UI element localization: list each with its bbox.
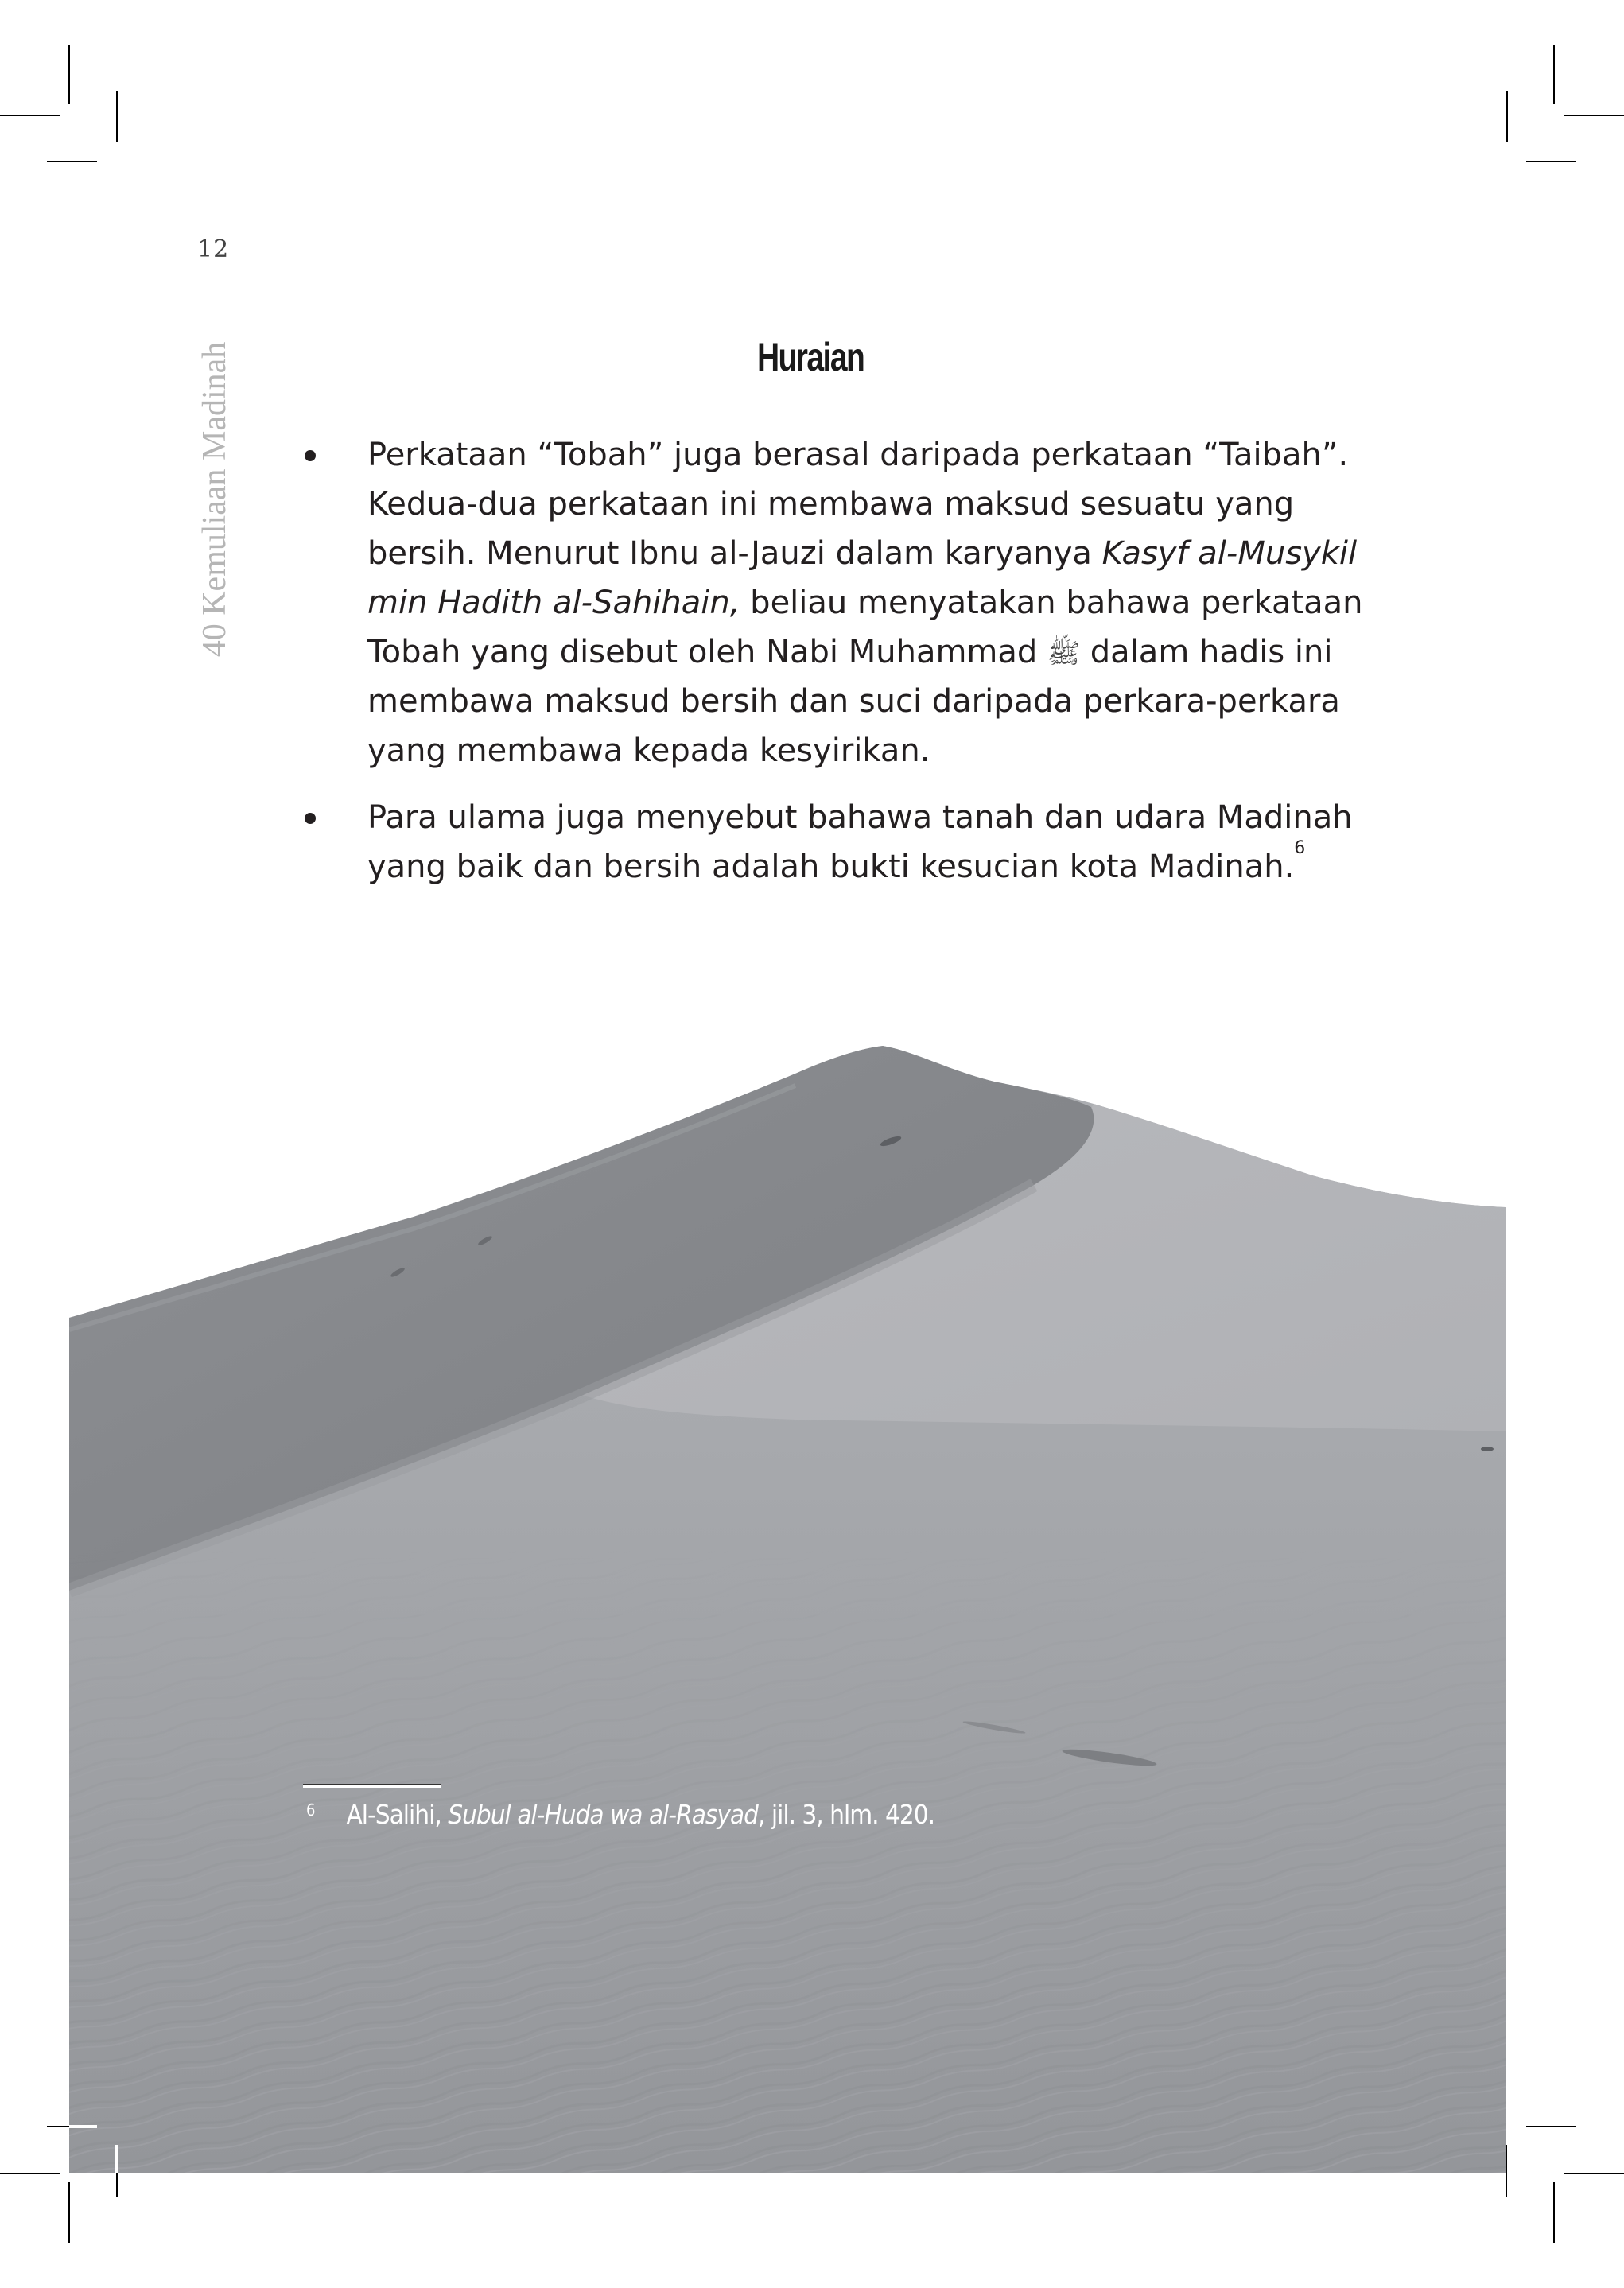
crop-mark [1553,45,1555,104]
crop-mark [1506,91,1508,142]
honorific-icon: ﷺ [1047,638,1081,670]
crop-mark [68,45,70,104]
footnote-title: Subul al-Huda wa al-Rasyad [448,1799,758,1830]
crop-mark [1564,2173,1624,2174]
bullet-icon [305,813,316,824]
crop-mark [116,2173,118,2197]
footnote-details: , jil. 3, hlm. 420. [757,1799,935,1830]
crop-mark [0,115,60,116]
section-title-text: Huraian [756,335,864,379]
crop-mark [47,2126,69,2127]
running-header: 40 Kemuliaan Madinah [196,341,233,658]
footnote-ref[interactable]: 6 [1294,838,1306,858]
crop-mark [1526,2126,1576,2127]
crop-mark [69,2125,97,2128]
section-title [0,334,1624,380]
crop-mark [1564,115,1624,116]
footnote-divider [303,1784,441,1788]
bullet-1-line-6: membawa maksud bersih dan suci daripada perkara-perkara [367,683,1340,720]
book-title: Kasyf al-Musykil [1101,535,1358,572]
page-number: 12 [197,235,230,263]
bullet-2-line-2: yang baik dan bersih adalah bukti kesucian kota Madinah.$^6$ [367,838,1306,885]
bullet-1-line-7: yang membawa kepada kesyirikan. [367,732,930,769]
bullet-1-line-4: min Hadith al-Sahihain, beliau menyatakan bahawa perkataan [367,585,1363,621]
bullet-1-line-5: Tobah yang disebut oleh Nabi Muhammad ﷺ dalam hadis ini [367,634,1333,670]
bullet-1-line-2: Kedua-dua perkataan ini membawa maksud sesuatu yang [367,486,1295,522]
crop-mark [0,2173,60,2174]
footnote [306,1799,934,1830]
crop-mark [1506,2145,1507,2197]
footnote-author: Al-Salihi, [346,1799,449,1830]
crop-mark [47,161,97,162]
footnote-number: 6 [306,1800,315,1820]
crop-mark [68,2182,70,2243]
crop-mark [1553,2182,1555,2243]
crop-mark [115,2145,118,2173]
crop-mark [1526,161,1576,162]
bullet-2-line-1: Para ulama juga menyebut bahawa tanah dan udara Madinah [367,799,1353,836]
bullet-1-line-1: Perkataan “Tobah” juga berasal daripada perkataan “Taibah”. [367,437,1349,473]
bullet-icon [305,450,316,461]
bullet-1-line-3: bersih. Menurut Ibnu al-Jauzi dalam karyanya Kasyf al-Musykil [367,535,1358,572]
crop-mark [116,91,118,142]
book-title: min Hadith al-Sahihain, [367,585,740,621]
